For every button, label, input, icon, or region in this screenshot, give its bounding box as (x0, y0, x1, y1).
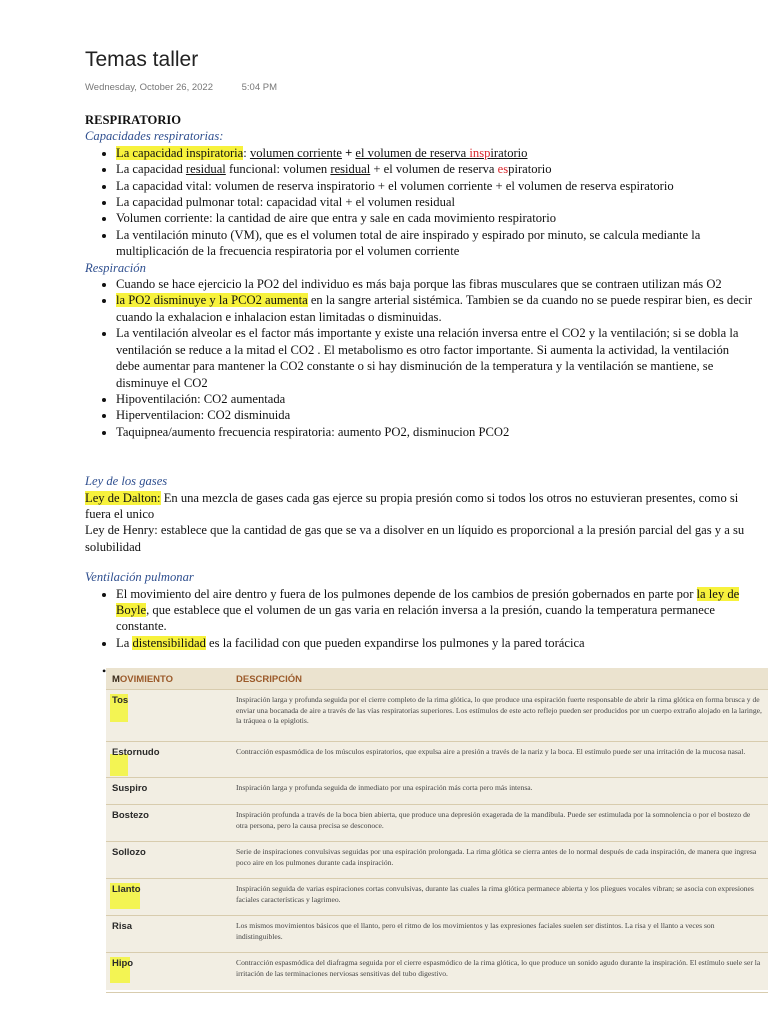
highlighted-text: distensibilidad (132, 635, 206, 650)
table-row (106, 916, 768, 953)
row-description: Serie de inspiraciones convulsivas seguidas por una espiración prolongada. La rima glótica se cierra antes de lo normal después de cada inspiración, de manera que ingresa poco aire en los pulmones durante cada inspiración. (230, 842, 768, 879)
subheading-capacidades: Capacidades respiratorias: (85, 129, 224, 144)
underlined-text: volumen corriente (249, 145, 342, 160)
text-run: es la facilidad con que pueden expandirse los pulmones y la pared torácica (205, 635, 585, 650)
underlined-text: residual (185, 162, 226, 177)
table-row (106, 690, 768, 742)
list-item: • Taquipnea/aumento frecuencia respiratoria: aumento PO2, disminucion PCO2 (116, 424, 755, 440)
list-item: • La ventilación minuto (VM), que es el volumen total de aire inspirado y espirado por minuto, se calcula mediante la multiplicación de la frecuencia respiratoria por el volumen corriente (116, 227, 755, 260)
note-content[interactable] (85, 108, 755, 651)
underlined-text: residual (330, 162, 371, 177)
list-item: • La capacidad vital: volumen de reserva inspiratorio + el volumen corriente + el volumen de reserva espiratorio (116, 178, 755, 194)
row-label-cell (106, 953, 230, 993)
row-description: Contracción espasmódica de los músculos espiratorios, que expulsa aire a presión a través de la nariz y la boca. El estímulo puede ser una irritación de la mucosa nasal. (230, 742, 768, 778)
table-row (106, 879, 768, 916)
row-label-cell (106, 778, 230, 805)
red-text: es (497, 162, 509, 177)
row-description: Contracción espasmódica del diafragma seguida por el cierre espasmódico de la rima glótica, lo que produce un sonido agudo durante la inspiración. El estímulo suele ser la irritación de las terminaciones nerviosas sensitivas del tubo digestivo. (230, 953, 768, 993)
table-row (106, 778, 768, 805)
page-date: Wednesday, October 26, 2022 (85, 82, 213, 93)
highlighted-text: la ley de Boyle (116, 586, 740, 617)
list-item: • Hipoventilación: CO2 aumentada (116, 391, 755, 407)
row-label: Tos (112, 695, 129, 706)
row-description: Inspiración larga y profunda seguida por el cierre completo de la rima glótica, lo que produce una espiración fuerte responsable de abrir la rima glótica en forma brusca y de enviar una bocanada de aire a través de las vías respiratorias superiores. Los estímulos de este acto reflejo pueden ser producidos por un cuerpo extraño alojado en la laringe, la tráquea o la epiglotis. (230, 690, 768, 742)
row-label: Risa (112, 921, 133, 932)
text-run: En una mezcla de gases cada gas ejerce su propia presión como si todos los otros no estuvieran presentes, como si fuera el unico (85, 490, 739, 521)
row-label: Llanto (112, 884, 141, 895)
spacer (85, 440, 755, 473)
text-run: + el volumen de reserva (370, 162, 498, 177)
header-initial: M (112, 674, 120, 685)
row-label: Sollozo (112, 847, 146, 858)
row-label: Suspiro (112, 783, 148, 794)
highlighted-text: la PO2 disminuye y la PCO2 aumenta (116, 293, 308, 308)
text-run: : (243, 145, 250, 160)
paragraph-dalton (85, 490, 755, 523)
spacer (85, 555, 755, 569)
text-run: + (341, 145, 356, 160)
text-run: el volumen de reserva (355, 145, 470, 160)
header-text: OVIMIENTO (119, 674, 174, 685)
red-text: insp (469, 145, 491, 160)
column-header-movimiento (106, 668, 230, 690)
row-label-cell (106, 879, 230, 916)
row-description: Inspiración seguida de varias espiraciones cortas convulsivas, durante las cuales la rima glótica permanece abierta y los pliegues vocales vibran; se asocia con expresiones faciales características y lagrimeo. (230, 879, 768, 916)
list-item (116, 292, 755, 325)
subheading-ventilacion: Ventilación pulmonar (85, 570, 194, 585)
list-ventilacion (85, 586, 755, 652)
text-run: en la sangre arterial sistémica. Tambien se da cuando no se puede respirar bien, es decir cuando la exhalacion e inhalacion estan limitadas o disminuidas. (116, 293, 753, 324)
row-description: Inspiración larga y profunda seguida de inmediato por una espiración más corta pero más intensa. (230, 778, 768, 805)
text-run: piratorio (508, 162, 552, 177)
list-item: • La ventilación alveolar es el factor más importante y existe una relación inversa entre el CO2 y la ventilación; si se dobla la ventilación se reduce a la mitad el CO2 . El metabolismo es otro factor importante. Si aumenta la actividad, la ventilación debe aumentar para mantener la CO2 constante o si hay disminución de la temperatura y la ventilación se mantiene, se disminuye el CO2 (116, 325, 755, 391)
text-run: iratorio (490, 145, 528, 160)
list-item: • Hiperventilacion: CO2 disminuida (116, 407, 755, 423)
table-header-row (106, 668, 768, 690)
highlighted-text: La capacidad inspiratoria (116, 145, 244, 160)
row-label-cell (106, 805, 230, 842)
highlighted-text: Ley de Dalton: (85, 490, 161, 505)
embedded-table-image[interactable] (106, 668, 768, 990)
row-label: Hipo (112, 958, 134, 969)
table-row (106, 805, 768, 842)
table-row (106, 953, 768, 993)
table-row (106, 842, 768, 879)
row-label-cell (106, 916, 230, 953)
list-item: • Cuando se hace ejercicio la PO2 del individuo es más baja porque las fibras musculares que se contraen utilizan más O2 (116, 276, 755, 292)
underlined-text (355, 146, 527, 160)
row-label-cell (106, 742, 230, 778)
text-run: El movimiento del aire dentro y fuera de los pulmones depende de los cambios de presión gobernados en parte por (116, 586, 697, 601)
row-label: Bostezo (112, 810, 149, 821)
text-run: La (116, 635, 133, 650)
list-item (116, 145, 755, 161)
list-capacidades (85, 145, 755, 260)
list-item (116, 635, 755, 651)
column-header-descripcion: DESCRIPCIÓN (230, 668, 768, 690)
text-run: La capacidad (116, 162, 186, 177)
text-run: funcional: volumen (225, 162, 331, 177)
bullet-marker: • (102, 664, 107, 678)
list-item: • Volumen corriente: la cantidad de aire que entra y sale en cada movimiento respiratorio (116, 210, 755, 226)
row-description: Inspiración profunda a través de la boca bien abierta, que produce una depresión exagerada de la mandíbula. Puede ser estimulada por la somnolencia o por el bostezo de otra persona, pero la causa precisa se desconoce. (230, 805, 768, 842)
subheading-gases: Ley de los gases (85, 474, 168, 489)
list-item: • La capacidad pulmonar total: capacidad vital + el volumen residual (116, 194, 755, 210)
page-meta (85, 82, 277, 93)
row-label-cell (106, 842, 230, 879)
row-label: Estornudo (112, 747, 160, 758)
list-respiracion (85, 276, 755, 440)
page-time: 5:04 PM (241, 82, 278, 93)
text-run: , que establece que el volumen de un gas varia en relación inversa a la presión, cuando la temperatura permanece constante. (116, 602, 716, 634)
movement-table (106, 668, 768, 993)
subheading-respiracion: Respiración (85, 260, 146, 275)
row-description: Los mismos movimientos básicos que el llanto, pero el ritmo de los movimientos y las expresiones faciales suelen ser distintos. La risa y el llanto a veces son indistinguibles. (230, 916, 768, 953)
paragraph-henry: Ley de Henry: establece que la cantidad de gas que se va a disolver en un líquido es proporcional a la presión parcial del gas y a su solubilidad (85, 523, 745, 554)
section-heading-respiratorio: RESPIRATORIO (85, 113, 182, 127)
list-item (116, 586, 755, 635)
list-item (116, 161, 755, 177)
page-title[interactable]: Temas taller (85, 48, 199, 71)
table-row (106, 742, 768, 778)
row-label-cell (106, 690, 230, 742)
